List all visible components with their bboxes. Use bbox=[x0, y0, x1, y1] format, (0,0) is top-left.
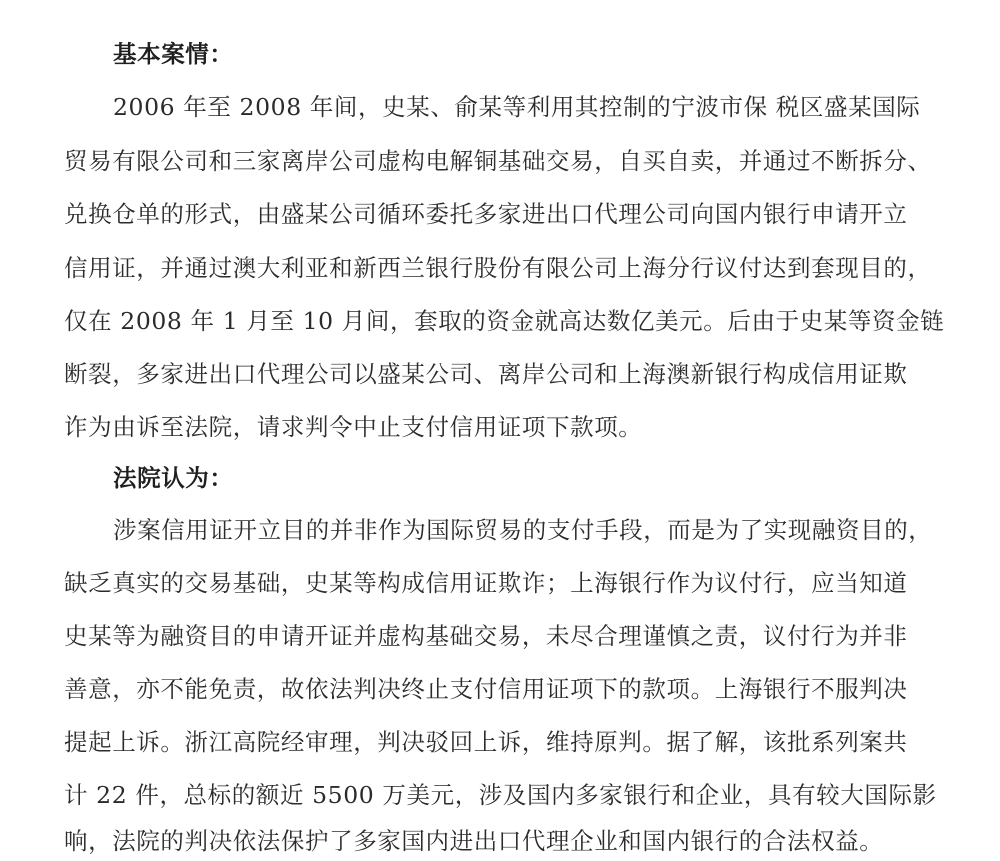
paragraph-line: 史某等为融资目的申请开证并虚构基础交易，未尽合理谨慎之责，议付行为并非 bbox=[64, 622, 908, 650]
paragraph-line: 响，法院的判决依法保护了多家国内进出口代理企业和国内银行的合法权益。 bbox=[64, 827, 884, 855]
paragraph-line: 贸易有限公司和三家离岸公司虚构电解铜基础交易，自买自卖，并通过不断拆分、 bbox=[64, 147, 932, 175]
paragraph-line: 兑换仓单的形式，由盛某公司循环委托多家进出口代理公司向国内银行申请开立 bbox=[64, 200, 908, 228]
paragraph-line: 断裂，多家进出口代理公司以盛某公司、离岸公司和上海澳新银行构成信用证欺 bbox=[64, 360, 908, 388]
paragraph-line: 信用证，并通过澳大利亚和新西兰银行股份有限公司上海分行议付达到套现目的， bbox=[64, 254, 932, 282]
section-heading-court-opinion: 法院认为： bbox=[113, 464, 234, 492]
paragraph-line: 仅在 2008 年 1 月至 10 月间，套取的资金就高达数亿美元。后由于史某等资金链 bbox=[64, 307, 945, 335]
section-heading-basic-facts: 基本案情： bbox=[113, 40, 234, 68]
paragraph-line: 诈为由诉至法院，请求判令中止支付信用证项下款项。 bbox=[64, 413, 643, 441]
paragraph-line: 善意，亦不能免责，故依法判决终止支付信用证项下的款项。上海银行不服判决 bbox=[64, 675, 908, 703]
paragraph-line: 计 22 件，总标的额近 5500 万美元，涉及国内多家银行和企业，具有较大国际影 bbox=[64, 781, 937, 809]
paragraph-line: 提起上诉。浙江高院经审理，判决驳回上诉，维持原判。据了解，该批系列案共 bbox=[64, 728, 908, 756]
paragraph-line: 2006 年至 2008 年间，史某、俞某等利用其控制的宁波市保 税区盛某国际 bbox=[113, 93, 921, 121]
paragraph-line: 缺乏真实的交易基础，史某等构成信用证欺诈；上海银行作为议付行，应当知道 bbox=[64, 569, 908, 597]
paragraph-line: 涉案信用证开立目的并非作为国际贸易的支付手段，而是为了实现融资目的， bbox=[113, 516, 933, 544]
